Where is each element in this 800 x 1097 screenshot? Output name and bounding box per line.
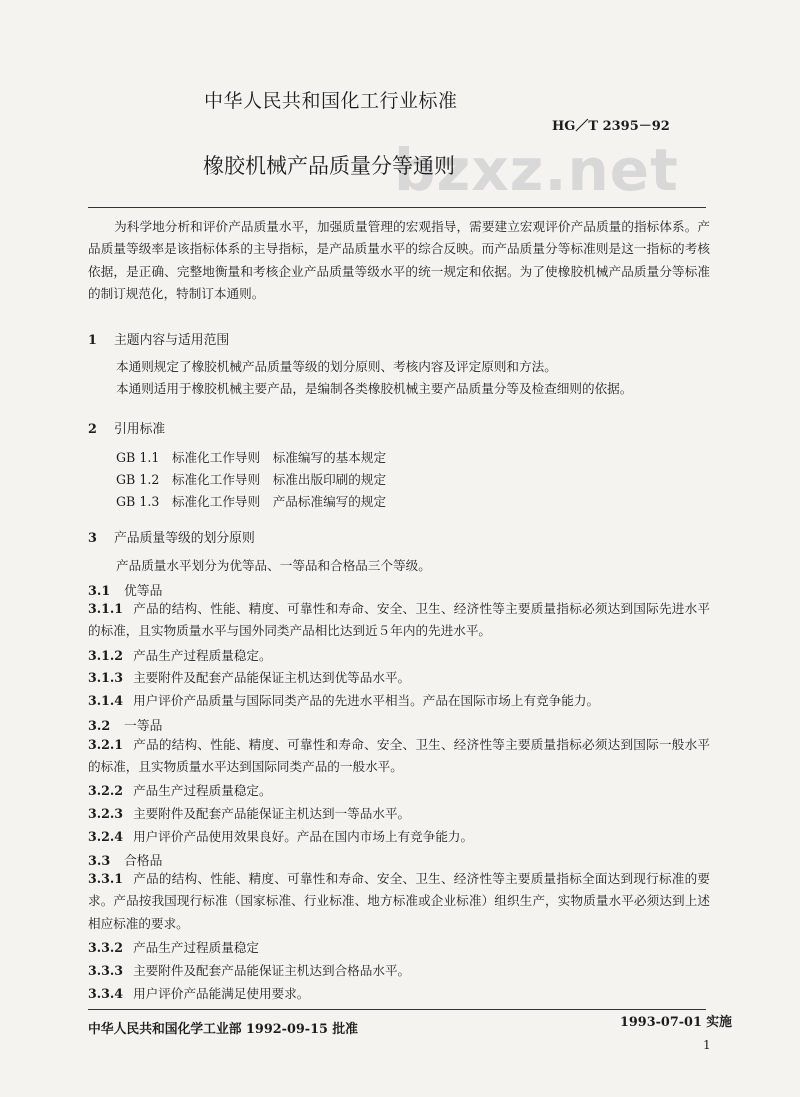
approval-statement: 中华人民共和国化学工业部 1992-09-15 批准 [88, 1022, 358, 1037]
clause-text: 用户评价产品使用效果良好。产品在国内市场上有竞争能力。 [133, 829, 474, 844]
clause-3-3-2 [88, 937, 710, 959]
clause-3-2-4 [88, 826, 710, 848]
clause-3-2-heading [88, 715, 162, 734]
clause-number: 3.2.3 [88, 806, 124, 821]
clause-number: 3.2.2 [88, 783, 124, 798]
clause-text: 用户评价产品能满足使用要求。 [133, 986, 310, 1001]
section-1-para-1: 本通则规定了橡胶机械产品质量等级的划分原则、考核内容及评定原则和方法。 [116, 359, 557, 374]
clause-text: 主要附件及配套产品能保证主机达到合格品水平。 [133, 963, 411, 978]
clause-3-1-heading [88, 580, 162, 599]
section-1-number: 1 [88, 333, 97, 348]
clause-3-1-2 [88, 645, 710, 667]
section-3-intro: 产品质量水平划分为优等品、一等品和合格品三个等级。 [116, 558, 431, 573]
clause-number: 3.3.4 [88, 986, 124, 1001]
clause-number: 3.2 [88, 719, 111, 734]
section-2-heading [88, 418, 165, 437]
clause-3-2-3 [88, 803, 710, 825]
clause-number: 3.1.3 [88, 670, 124, 685]
clause-number: 3.2.1 [88, 737, 124, 752]
clause-3-3-4 [88, 983, 710, 1005]
clause-text: 产品生产过程质量稳定。 [133, 648, 272, 663]
clause-3-2-1 [88, 734, 710, 779]
clause-text: 用户评价产品质量与国际同类产品的先进水平相当。产品在国际市场上有竞争能力。 [133, 693, 600, 708]
clause-text: 产品的结构、性能、精度、可靠性和寿命、安全、卫生、经济性等主要质量指标必须达到国际先进水平的标准，且实物质量水平与国外同类产品相比达到近５年内的先进水平。 [88, 601, 710, 639]
standard-code: HG／T 2395－92 [552, 119, 670, 134]
clause-text: 产品的结构、性能、精度、可靠性和寿命、安全、卫生、经济性等主要质量指标必须达到国际一般水平的标准，且实物质量水平达到国际同类产品的一般水平。 [88, 737, 710, 775]
clause-number: 3.2.4 [88, 829, 124, 844]
clause-number: 3.1 [88, 584, 111, 599]
section-3-heading [88, 527, 255, 546]
clause-3-1-4 [88, 690, 710, 712]
header-divider [88, 207, 706, 208]
clause-text: 产品生产过程质量稳定 [133, 940, 259, 955]
clause-number: 3.1.4 [88, 693, 124, 708]
clause-text: 主要附件及配套产品能保证主机达到优等品水平。 [133, 670, 411, 685]
section-1-para-2: 本通则适用于橡胶机械主要产品，是编制各类橡胶机械主要产品质量分等及检查细则的依据。 [116, 381, 633, 396]
page-number: 1 [703, 1038, 711, 1052]
clause-number: 3.3 [88, 854, 111, 869]
clause-3-1-1 [88, 598, 710, 643]
clause-number: 3.1.1 [88, 601, 124, 616]
section-2-number: 2 [88, 422, 97, 437]
clause-number: 3.3.1 [88, 871, 124, 886]
clause-3-3-1 [88, 868, 710, 935]
clause-3-2-2 [88, 780, 710, 802]
watermark: bzxz.net [394, 136, 679, 204]
clause-title: 合格品 [124, 854, 163, 869]
reference-item: GB 1.2 标准化工作导则 标准出版印刷的规定 [116, 472, 387, 487]
clause-3-1-3 [88, 667, 710, 689]
section-2-title: 引用标准 [114, 422, 166, 437]
intro-paragraph [88, 216, 710, 305]
section-1-heading [88, 329, 229, 348]
clause-number: 3.3.2 [88, 940, 124, 955]
clause-3-3-heading [88, 850, 162, 869]
clause-text: 产品的结构、性能、精度、可靠性和寿命、安全、卫生、经济性等主要质量指标全面达到现行标准的要求。产品按我国现行标准（国家标准、行业标准、地方标准或企业标准）组织生产，实物质量水平必须达到上述相应标准的要求。 [88, 871, 710, 931]
clause-text: 主要附件及配套产品能保证主机达到一等品水平。 [133, 806, 411, 821]
document-title: 橡胶机械产品质量分等通则 [203, 154, 455, 178]
clause-number: 3.3.3 [88, 963, 124, 978]
clause-title: 优等品 [124, 584, 163, 599]
intro-text: 为科学地分析和评价产品质量水平，加强质量管理的宏观指导，需要建立宏观评价产品质量的指标体系。产品质量等级率是该指标体系的主导指标，是产品质量水平的综合反映。而产品质量分等标准则是这一指标的考核依据，是正确、完整地衡量和考核企业产品质量等级水平的统一规定和依据。为了使橡胶机械产品质量分等标准的制订规范化，特制订本通则。 [88, 219, 710, 301]
section-1-title: 主题内容与适用范围 [114, 333, 230, 348]
section-3-title: 产品质量等级的划分原则 [114, 531, 255, 546]
footer-divider [88, 1009, 706, 1010]
clause-title: 一等品 [124, 719, 163, 734]
clause-number: 3.1.2 [88, 648, 124, 663]
clause-text: 产品生产过程质量稳定。 [133, 783, 272, 798]
section-3-number: 3 [88, 531, 97, 546]
issuer-title: 中华人民共和国化工行业标准 [204, 90, 458, 112]
reference-item: GB 1.3 标准化工作导则 产品标准编写的规定 [116, 494, 387, 509]
reference-item: GB 1.1 标准化工作导则 标准编写的基本规定 [116, 450, 387, 465]
effective-date: 1993-07-01 实施 [620, 1015, 732, 1030]
clause-3-3-3 [88, 960, 710, 982]
